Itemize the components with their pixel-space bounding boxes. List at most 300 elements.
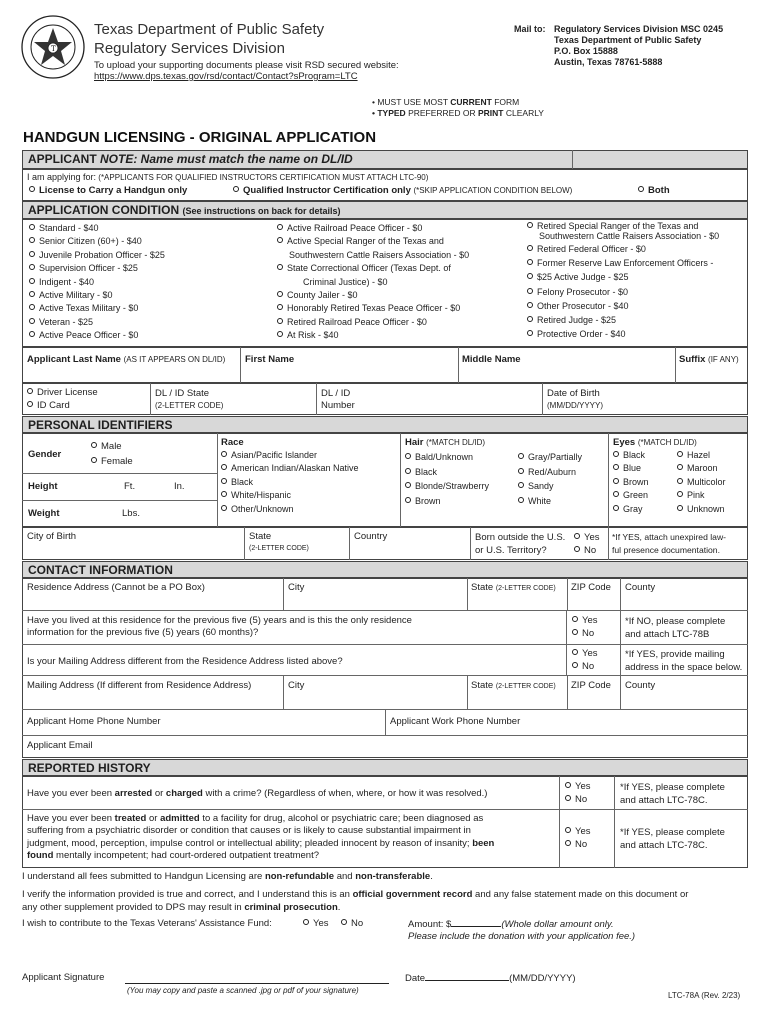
birth-country-field[interactable]: Country xyxy=(354,531,388,542)
mailing-city-field[interactable]: City xyxy=(288,680,305,691)
mailing-state-field[interactable] xyxy=(471,680,556,693)
option-label: Active Military - $0 xyxy=(39,290,113,301)
option-label: Brown xyxy=(415,495,441,506)
option-label: State Correctional Officer (Texas Dept. of xyxy=(287,263,451,274)
radio-icon xyxy=(613,491,619,497)
arrested-note xyxy=(620,781,725,807)
condition-option[interactable] xyxy=(29,249,165,262)
race-option[interactable] xyxy=(221,476,359,489)
race-option[interactable] xyxy=(221,462,359,475)
question-line: information for the previous five (5) years (60 months)? xyxy=(27,627,259,638)
page-title: HANDGUN LICENSING - ORIGINAL APPLICATION xyxy=(23,129,377,146)
condition-option[interactable] xyxy=(29,262,165,275)
option-label: Other Prosecutor - $40 xyxy=(537,300,629,311)
treated-no[interactable] xyxy=(565,838,591,851)
question-line: Born outside the U.S. xyxy=(475,532,566,543)
condition-option[interactable] xyxy=(29,289,165,302)
dl-number-field[interactable] xyxy=(321,388,355,412)
option-label: Qualified Instructor Certification only xyxy=(243,185,411,196)
q-text: Have you ever been xyxy=(27,813,113,824)
condition-option[interactable] xyxy=(527,270,719,284)
eyes-option[interactable] xyxy=(613,489,649,502)
upload-text: To upload your supporting documents please visit RSD secured website: xyxy=(94,60,399,71)
city-of-birth-field[interactable]: City of Birth xyxy=(27,531,77,542)
eyes-option[interactable] xyxy=(613,449,649,462)
option-label: Yes xyxy=(575,781,591,792)
amount-line[interactable] xyxy=(451,918,501,927)
eyes-option[interactable] xyxy=(677,462,726,475)
field-hint: (*MATCH DL/ID) xyxy=(426,438,486,447)
option-label: Supervision Officer - $25 xyxy=(39,263,138,274)
svg-text:T: T xyxy=(51,45,56,53)
lived-yes[interactable] xyxy=(572,614,598,627)
option-label: Maroon xyxy=(687,463,718,474)
applicant-label: APPLICANT xyxy=(28,152,97,166)
middle-name-field[interactable]: Middle Name xyxy=(462,354,521,365)
radio-icon xyxy=(29,304,35,310)
radio-icon xyxy=(518,453,524,459)
option-label: Standard - $40 xyxy=(39,223,99,233)
radio-icon xyxy=(221,451,227,457)
contribute-yes[interactable] xyxy=(303,918,329,930)
option-label-cont: Southwestern Cattle Raisers Association - $0 xyxy=(539,231,720,241)
option-label: No xyxy=(575,794,588,805)
radio-icon xyxy=(277,224,283,230)
field-label: Eyes xyxy=(613,437,636,448)
option-label: No xyxy=(582,661,595,672)
text: I verify the information provided is true and correct, and I understand this is an xyxy=(22,889,350,900)
email-field[interactable]: Applicant Email xyxy=(27,740,93,751)
condition-option[interactable] xyxy=(277,329,469,342)
upload-link[interactable]: https://www.dps.texas.gov/rsd/contact/Contact?sProgram=LTC xyxy=(94,71,358,82)
lived-note xyxy=(625,615,725,641)
hair-option[interactable] xyxy=(405,479,489,494)
condition-option[interactable] xyxy=(277,289,469,302)
option-instructor[interactable] xyxy=(233,185,572,197)
option-label: Protective Order - $40 xyxy=(537,329,626,340)
race-option[interactable] xyxy=(221,503,359,516)
eyes-options-1 xyxy=(613,449,649,516)
eyes-option[interactable] xyxy=(613,462,649,475)
field-label: Hair xyxy=(405,437,424,448)
radio-icon xyxy=(277,237,283,243)
q-text: Have you ever been xyxy=(27,788,113,799)
radio-icon xyxy=(527,245,533,251)
divider xyxy=(467,578,468,610)
option-label: Veteran - $25 xyxy=(39,316,94,327)
option-label: Yes xyxy=(584,532,600,543)
condition-option[interactable] xyxy=(29,235,165,248)
print-word: PRINT xyxy=(477,108,504,118)
signature-note: (You may copy and paste a scanned .jpg or pdf of your signature) xyxy=(127,986,359,995)
signature-line[interactable] xyxy=(125,983,389,984)
expired-note xyxy=(612,531,726,557)
option-label: Honorably Retired Texas Peace Officer - $0 xyxy=(287,303,461,314)
option-label: Active Special Ranger of the Texas and xyxy=(287,236,444,247)
option-id-card[interactable] xyxy=(27,400,70,412)
hair-options-1 xyxy=(405,450,489,508)
option-label: Retired Federal Officer - $0 xyxy=(537,244,646,254)
option-label: Retired Special Ranger of the Texas and xyxy=(537,221,699,231)
height-ft[interactable]: Ft. xyxy=(124,481,136,492)
bold-text: non-transferable xyxy=(355,871,431,882)
form-word: FORM xyxy=(494,97,520,107)
field-label: Applicant Last Name xyxy=(27,354,121,365)
radio-icon xyxy=(518,497,524,503)
applying-for-hint: (*APPLICANTS FOR QUALIFIED INSTRUCTORS CERTIFICATION MUST ATTACH LTC-90) xyxy=(98,173,429,182)
radio-icon xyxy=(233,186,239,192)
eyes-option[interactable] xyxy=(677,476,726,489)
note-line: ful presence documentation. xyxy=(612,545,720,555)
condition-option[interactable] xyxy=(29,222,165,235)
q-bold: admitted xyxy=(160,813,200,824)
hair-option[interactable] xyxy=(518,479,582,494)
gender-female[interactable] xyxy=(91,456,133,468)
contribute-no[interactable] xyxy=(341,918,363,930)
condition-option[interactable] xyxy=(29,316,165,329)
field-hint: (2-LETTER CODE) xyxy=(155,401,224,410)
option-label: At Risk - $40 xyxy=(287,330,339,341)
condition-option[interactable] xyxy=(277,302,469,315)
option-label: No xyxy=(582,628,595,639)
divider xyxy=(566,610,567,675)
contribute-question: I wish to contribute to the Texas Veterans' Assistance Fund: xyxy=(22,918,272,929)
divider xyxy=(567,675,568,709)
mailing-no[interactable] xyxy=(572,660,598,673)
hair-options-2 xyxy=(518,450,582,508)
option-both[interactable] xyxy=(638,185,670,197)
radio-icon xyxy=(677,478,683,484)
radio-icon xyxy=(527,222,533,228)
divider xyxy=(542,383,543,415)
date-line[interactable] xyxy=(425,972,509,981)
form-id: LTC-78A (Rev. 2/23) xyxy=(668,991,741,1000)
mail-line: P.O. Box 15888 xyxy=(554,46,618,56)
field-hint: (*MATCH DL/ID) xyxy=(637,438,697,447)
mailing-zip-field[interactable]: ZIP Code xyxy=(571,680,611,691)
mailing-address-field[interactable]: Mailing Address (If different from Residence Address) xyxy=(27,680,252,691)
q-text: or xyxy=(154,788,164,799)
eyes-option[interactable] xyxy=(613,503,649,516)
residence-state-field[interactable] xyxy=(471,582,556,595)
condition-option[interactable] xyxy=(29,302,165,315)
option-label: Blonde/Strawberry xyxy=(415,481,490,491)
hair-option[interactable] xyxy=(405,465,489,480)
option-label: American Indian/Alaskan Native xyxy=(231,463,359,474)
option-ltc-only[interactable] xyxy=(29,185,187,197)
field-hint: (2-LETTER CODE) xyxy=(495,585,556,592)
divider xyxy=(283,578,284,610)
residence-zip-field[interactable]: ZIP Code xyxy=(571,582,611,593)
mailing-county-field[interactable]: County xyxy=(625,680,656,691)
eyes-option[interactable] xyxy=(677,489,726,502)
amount-field[interactable] xyxy=(408,918,614,931)
divider xyxy=(22,644,748,645)
divider xyxy=(244,527,245,560)
applying-for-line xyxy=(27,171,428,184)
residence-city-field[interactable]: City xyxy=(288,582,305,593)
divider xyxy=(283,675,284,709)
amount-note: (Whole dollar amount only. xyxy=(501,919,614,930)
divider xyxy=(614,776,615,868)
hair-option[interactable] xyxy=(518,465,582,480)
lived-question xyxy=(27,615,412,639)
gender-male[interactable] xyxy=(91,441,122,453)
arrested-options xyxy=(565,780,591,806)
fees-statement xyxy=(22,871,433,883)
divider xyxy=(349,527,350,560)
text: I understand all fees submitted to Handgun Licensing are xyxy=(22,871,263,882)
work-phone-field[interactable]: Applicant Work Phone Number xyxy=(390,716,521,727)
text: . xyxy=(430,871,433,882)
radio-icon xyxy=(613,451,619,457)
divider xyxy=(22,500,217,501)
q-bold: charged xyxy=(165,788,203,799)
skip-note: (*SKIP APPLICATION CONDITION BELOW) xyxy=(413,186,573,195)
radio-icon xyxy=(29,331,35,337)
race-option[interactable] xyxy=(221,449,359,462)
field-label: Date of Birth xyxy=(547,388,600,399)
radio-icon xyxy=(574,546,580,552)
text: and xyxy=(336,871,353,882)
hair-option[interactable] xyxy=(405,494,489,509)
condition-option[interactable] xyxy=(527,222,719,231)
q-bold: arrested xyxy=(114,788,153,799)
radio-icon xyxy=(29,291,35,297)
eyes-option[interactable] xyxy=(613,476,649,489)
radio-icon xyxy=(527,302,533,308)
option-label: Black xyxy=(415,466,438,477)
amount-label: Amount: $ xyxy=(408,919,452,930)
condition-option[interactable] xyxy=(527,256,719,270)
eyes-option[interactable] xyxy=(677,503,726,516)
hair-option[interactable] xyxy=(518,450,582,465)
q-bold: treated xyxy=(114,813,147,824)
radio-icon xyxy=(29,251,35,257)
date-field[interactable] xyxy=(405,972,576,985)
section-title: APPLICATION CONDITION xyxy=(28,203,180,217)
divider xyxy=(22,735,748,736)
option-label: Senior Citizen (60+) - $40 xyxy=(39,236,142,247)
condition-option[interactable] xyxy=(277,262,469,275)
radio-icon xyxy=(572,629,578,635)
option-label: Juvenile Probation Officer - $25 xyxy=(39,249,165,260)
condition-option[interactable] xyxy=(29,329,165,342)
dl-row xyxy=(22,383,748,415)
height-label: Height xyxy=(28,481,58,492)
option-label: No xyxy=(584,545,597,556)
condition-col-2 xyxy=(277,222,469,343)
option-label: Yes xyxy=(582,615,598,626)
form-requirements xyxy=(372,97,544,119)
option-label-cont: Criminal Justice) - $0 xyxy=(303,276,388,287)
mailing-yes[interactable] xyxy=(572,647,598,660)
application-condition-header xyxy=(22,201,748,219)
radio-icon xyxy=(527,273,533,279)
divider xyxy=(608,527,609,560)
field-hint: (2-LETTER CODE) xyxy=(495,683,556,690)
born-outside-yes[interactable] xyxy=(574,531,600,544)
treated-question xyxy=(27,813,494,863)
radio-icon xyxy=(613,478,619,484)
condition-option[interactable] xyxy=(527,242,719,256)
divider xyxy=(22,675,748,676)
note-line: and attach LTC-78C. xyxy=(620,840,708,851)
radio-icon xyxy=(527,259,533,265)
condition-option[interactable] xyxy=(277,235,469,248)
option-label: Indigent - $40 xyxy=(39,276,95,287)
radio-icon xyxy=(677,451,683,457)
radio-icon xyxy=(565,840,571,846)
radio-icon xyxy=(565,795,571,801)
text: . xyxy=(337,901,341,913)
arrested-yes[interactable] xyxy=(565,780,591,793)
first-name-field[interactable]: First Name xyxy=(245,354,295,365)
race-options xyxy=(221,449,359,516)
option-label: Black xyxy=(623,450,646,460)
birth-state-field[interactable] xyxy=(249,531,309,555)
q-bold: been xyxy=(472,837,495,849)
dob-field[interactable] xyxy=(547,388,603,412)
divider xyxy=(240,347,241,383)
dl-state-field[interactable] xyxy=(155,388,223,412)
eyes-label xyxy=(613,437,697,449)
option-label: Black xyxy=(231,476,254,487)
born-outside-question xyxy=(475,531,565,557)
radio-icon xyxy=(405,453,411,459)
option-label: Both xyxy=(648,185,670,196)
radio-icon xyxy=(518,482,524,488)
home-phone-field[interactable]: Applicant Home Phone Number xyxy=(27,716,161,727)
weight-lbs[interactable]: Lbs. xyxy=(122,508,140,519)
applying-for-label: I am applying for: xyxy=(27,172,97,182)
option-label: Asian/Pacific Islander xyxy=(231,450,318,460)
applicant-note: NOTE: Name must match the name on DL/ID xyxy=(100,152,353,166)
option-label-cont: Southwestern Cattle Raisers Association - $0 xyxy=(289,249,470,260)
condition-option[interactable] xyxy=(527,285,719,299)
bold-text: criminal prosecution xyxy=(244,901,338,913)
option-label: Retired Judge - $25 xyxy=(537,315,617,326)
divider xyxy=(620,610,621,675)
divider xyxy=(620,675,621,709)
divider xyxy=(470,527,471,560)
radio-icon xyxy=(565,782,571,788)
date-label: Date xyxy=(405,973,426,984)
height-in[interactable]: In. xyxy=(174,481,185,492)
radio-icon xyxy=(527,330,533,336)
arrested-question xyxy=(27,788,487,800)
field-hint: (IF ANY) xyxy=(708,355,739,364)
agency-line-2: Regulatory Services Division xyxy=(94,40,285,57)
residence-address-field[interactable]: Residence Address (Cannot be a PO Box) xyxy=(27,582,205,593)
agency-line-1: Texas Department of Public Safety xyxy=(94,21,325,38)
option-label: ID Card xyxy=(37,400,70,411)
radio-icon xyxy=(277,331,283,337)
radio-icon xyxy=(221,505,227,511)
treated-yes[interactable] xyxy=(565,825,591,838)
upload-instructions xyxy=(94,60,399,82)
hair-label xyxy=(405,437,485,449)
note-line: *If NO, please complete xyxy=(625,616,726,627)
divider xyxy=(559,776,560,868)
divider xyxy=(675,347,676,383)
option-label: Red/Auburn xyxy=(528,466,577,477)
option-label: Yes xyxy=(575,826,591,837)
radio-icon xyxy=(91,457,97,463)
note-line: *If YES, provide mailing xyxy=(625,649,725,660)
option-label: Active Peace Officer - $0 xyxy=(39,330,139,341)
text: any other supplement provided to DPS may result in xyxy=(22,901,242,913)
option-label: Bald/Unknown xyxy=(415,452,474,462)
divider xyxy=(572,150,573,169)
radio-icon xyxy=(527,288,533,294)
divider xyxy=(316,383,317,415)
radio-icon xyxy=(277,318,283,324)
option-label: Unknown xyxy=(687,503,725,514)
option-label: Driver License xyxy=(37,387,98,398)
suffix-field[interactable] xyxy=(679,354,739,365)
note-line: *If YES, please complete xyxy=(620,782,725,793)
divider xyxy=(608,433,609,527)
option-label: Sandy xyxy=(528,481,554,491)
reported-history-header: REPORTED HISTORY xyxy=(22,759,748,776)
condition-option[interactable] xyxy=(527,299,719,313)
mail-to-label: Mail to: xyxy=(514,24,546,34)
condition-option[interactable] xyxy=(29,276,165,289)
clearly-word: CLEARLY xyxy=(505,108,544,118)
divider xyxy=(22,610,748,611)
field-label: Number xyxy=(321,400,355,411)
field-label: State xyxy=(471,582,494,593)
eyes-option[interactable] xyxy=(677,449,726,462)
option-label: Yes xyxy=(582,648,598,659)
radio-icon xyxy=(572,649,578,655)
born-outside-options xyxy=(574,531,600,557)
radio-icon xyxy=(638,186,644,192)
divider xyxy=(22,809,748,810)
bold-text: non-refundable xyxy=(264,871,335,882)
lived-no[interactable] xyxy=(572,627,598,640)
divider xyxy=(620,578,621,610)
divider xyxy=(467,675,468,709)
condition-option[interactable] xyxy=(527,313,719,327)
born-outside-no[interactable] xyxy=(574,544,600,557)
radio-icon xyxy=(341,919,347,925)
hair-option[interactable] xyxy=(405,450,489,465)
q-text: or xyxy=(149,813,158,824)
condition-option[interactable] xyxy=(527,327,719,341)
divider xyxy=(150,383,151,415)
residence-county-field[interactable]: County xyxy=(625,582,656,593)
hair-option[interactable] xyxy=(518,494,582,509)
race-option[interactable] xyxy=(221,489,359,502)
last-name-field[interactable] xyxy=(27,354,225,365)
option-label: Felony Prosecutor - $0 xyxy=(537,286,629,297)
condition-option[interactable] xyxy=(277,316,469,329)
option-label: No xyxy=(575,839,588,850)
radio-icon xyxy=(29,318,35,324)
lived-options xyxy=(572,614,598,640)
condition-option[interactable] xyxy=(277,222,469,235)
arrested-no[interactable] xyxy=(565,793,591,806)
option-label: $25 Active Judge - $25 xyxy=(537,272,629,283)
treated-options xyxy=(565,825,591,851)
option-label: Brown xyxy=(623,476,649,487)
q-text: with a crime? (Regardless of when, where, or how it was resolved.) xyxy=(205,788,488,799)
gender-label: Gender xyxy=(28,449,62,460)
radio-icon xyxy=(613,464,619,470)
option-driver-license[interactable] xyxy=(27,387,98,399)
